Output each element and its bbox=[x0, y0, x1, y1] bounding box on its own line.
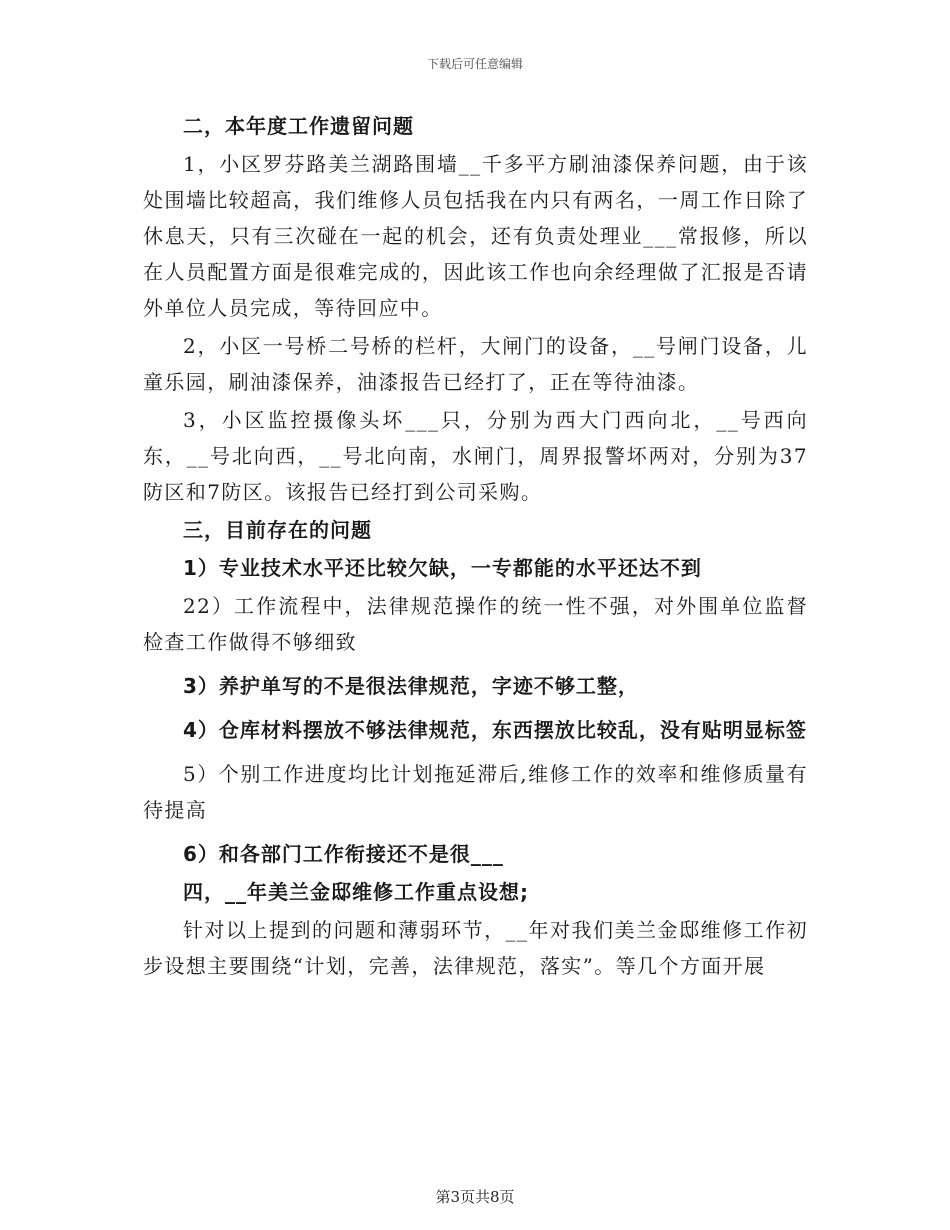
issue-item-6: 6）和各部门工作衔接还不是很___ bbox=[183, 842, 504, 866]
paragraph-plan: 针对以上提到的问题和薄弱环节，__年对我们美兰金邸维修工作初步设想主要围绕“计划，完善，法律规范，落实”。等几个方面开展 bbox=[143, 918, 808, 978]
issue-item-1: 1）专业技术水平还比较欠缺，一专都能的水平还达不到 bbox=[183, 556, 702, 580]
page-number: 第3页共8页 bbox=[435, 1188, 515, 1206]
section-heading-2: 二，本年度工作遗留问题 bbox=[183, 114, 414, 138]
issue-item-2: 22）工作流程中，法律规范操作的统一性不强，对外围单位监督检查工作做得不够细致 bbox=[143, 594, 808, 654]
paragraph-item-2: 2，小区一号桥二号桥的栏杆，大闸门的设备，__号闸门设备，儿童乐园，刷油漆保养，油漆报告已经打了，正在等待油漆。 bbox=[143, 334, 808, 394]
issue-item-3: 3）养护单写的不是很法律规范，字迹不够工整， bbox=[183, 674, 639, 698]
page-header-note: 下载后可任意编辑 bbox=[426, 57, 523, 71]
document-body bbox=[143, 108, 808, 984]
issue-item-5: 5）个别工作进度均比计划拖延滞后,维修工作的效率和维修质量有待提高 bbox=[143, 762, 808, 822]
paragraph-item-3: 3，小区监控摄像头坏___只，分别为西大门西向北，__号西向东，__号北向西，__号北向南，水闸门，周界报警坏两对，分别为37防区和7防区。该报告已经打到公司采购。 bbox=[143, 408, 808, 504]
section-heading-3: 三，目前存在的问题 bbox=[183, 518, 372, 542]
issue-item-4: 4）仓库材料摆放不够法律规范，东西摆放比较乱，没有贴明显标签 bbox=[183, 718, 807, 742]
paragraph-item-1: 1，小区罗芬路美兰湖路围墙__千多平方刷油漆保养问题，由于该处围墙比较超高，我们维修人员包括我在内只有两名，一周工作日除了休息天，只有三次碰在一起的机会，还有负责处理业___常报修，所以在人员配置方面是很难完成的，因此该工作也向余经理做了汇报是否请外单位人员完成，等待回应中。 bbox=[143, 152, 808, 320]
section-heading-4: 四，__年美兰金邸维修工作重点设想; bbox=[183, 880, 529, 904]
